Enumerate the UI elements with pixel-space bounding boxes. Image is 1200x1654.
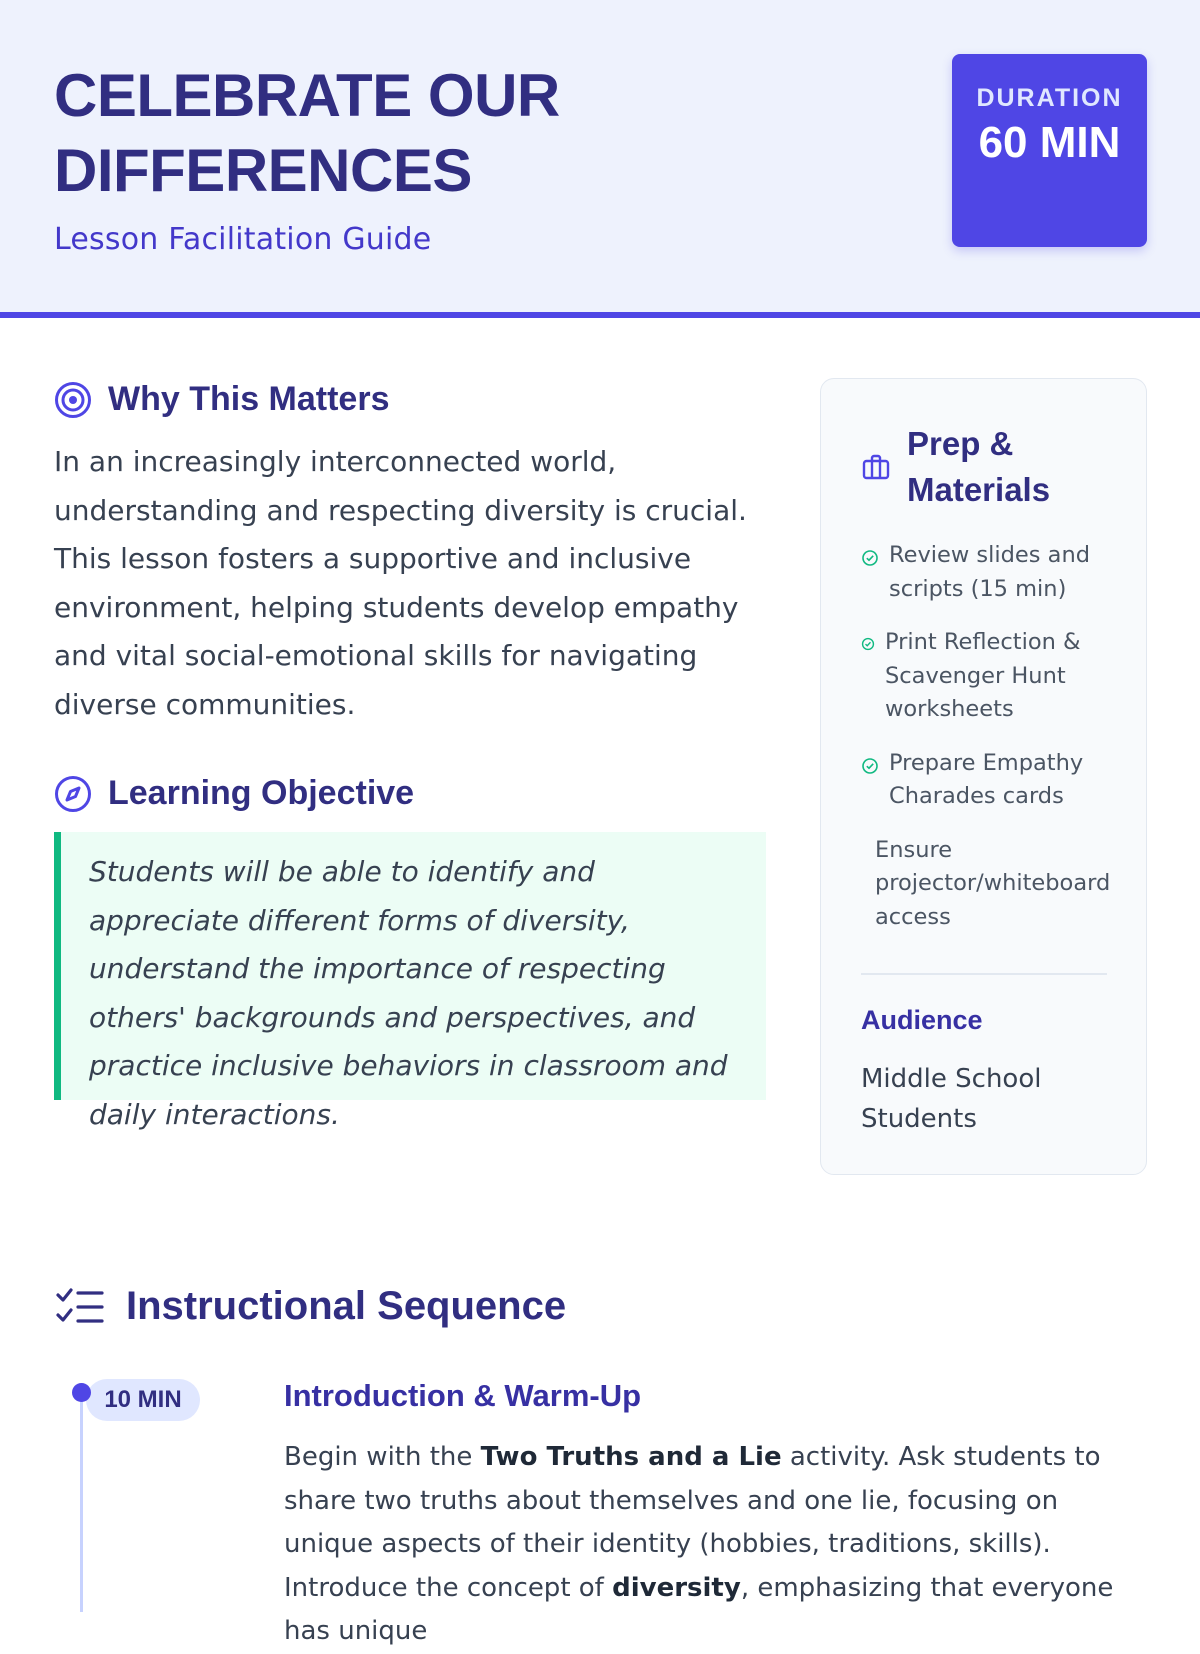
- step-body-emphasis: Two Truths and a Lie: [480, 1442, 782, 1472]
- prep-item-text: Ensure projector/whiteboard access: [875, 836, 1111, 930]
- check-circle-icon: [861, 549, 879, 567]
- step-body-text: , emphasizing that everyone has unique: [284, 1572, 1114, 1646]
- step-body: [284, 1436, 1134, 1654]
- objective-text: Students will be able to identify and appreciate different forms of diversity, understand the importance of respecting others' backgrounds and perspectives, and practice inclusive behaviors in classroom and daily interactions.: [89, 855, 728, 1131]
- prep-materials-card: [820, 378, 1147, 1175]
- check-circle-icon: [861, 636, 875, 654]
- checklist-icon: [56, 1285, 106, 1329]
- objective-heading: Learning Objective: [108, 774, 415, 812]
- why-paragraph: In an increasingly interconnected world, understanding and respecting diversity is crucial. This lesson fosters a supportive and inclusive environment, helping students develop empathy and vital social-emotional skills for navigating diverse communities.: [54, 445, 747, 721]
- page-subtitle: Lesson Facilitation Guide: [54, 222, 432, 257]
- duration-value: 60 MIN: [978, 118, 1121, 167]
- duration-badge: [952, 54, 1147, 247]
- divider: [861, 973, 1107, 975]
- step-title: Introduction & Warm-Up: [284, 1378, 642, 1413]
- list-item: [861, 747, 1121, 814]
- step-body-emphasis: diversity: [612, 1572, 741, 1603]
- audience-value: Middle School Students: [861, 1064, 1042, 1134]
- list-item: [861, 626, 1121, 727]
- timeline-dot: [72, 1383, 91, 1402]
- timeline-line: [80, 1392, 83, 1612]
- objective-section-heading: [54, 774, 414, 813]
- check-circle-icon: [861, 757, 879, 775]
- audience-label: Audience: [861, 1005, 983, 1035]
- target-icon: [54, 381, 92, 419]
- prep-item-text: Review slides and scripts (15 min): [889, 542, 1090, 602]
- prep-item-text: Prepare Empathy Charades cards: [889, 749, 1084, 809]
- page-title: CELEBRATE OUR DIFFERENCES: [54, 62, 560, 204]
- prep-item-text: Print Reflection & Scavenger Hunt worksheets: [885, 629, 1081, 722]
- prep-list: [861, 539, 1121, 954]
- why-section-heading: [54, 380, 389, 419]
- briefcase-icon: [861, 451, 893, 483]
- step-time-badge: 10 MIN: [86, 1379, 200, 1421]
- step-body-text: Begin with the: [284, 1442, 481, 1472]
- page-header: [0, 0, 1200, 318]
- prep-heading: Prep & Materials: [907, 425, 1051, 508]
- list-item: [861, 834, 1121, 935]
- step-body-text: activity. Ask students to share two truths about themselves and one lie, focusing on unique aspects of their identity (hobbies, traditions, skills). Introduce the concept of: [284, 1442, 1101, 1603]
- objective-callout: [54, 832, 766, 1131]
- sequence-section-heading: [56, 1284, 566, 1329]
- duration-label: DURATION: [976, 84, 1123, 112]
- compass-icon: [54, 775, 92, 813]
- why-heading: Why This Matters: [108, 380, 390, 418]
- prep-heading-row: [861, 421, 1107, 513]
- sequence-heading: Instructional Sequence: [126, 1284, 567, 1328]
- list-item: [861, 539, 1121, 606]
